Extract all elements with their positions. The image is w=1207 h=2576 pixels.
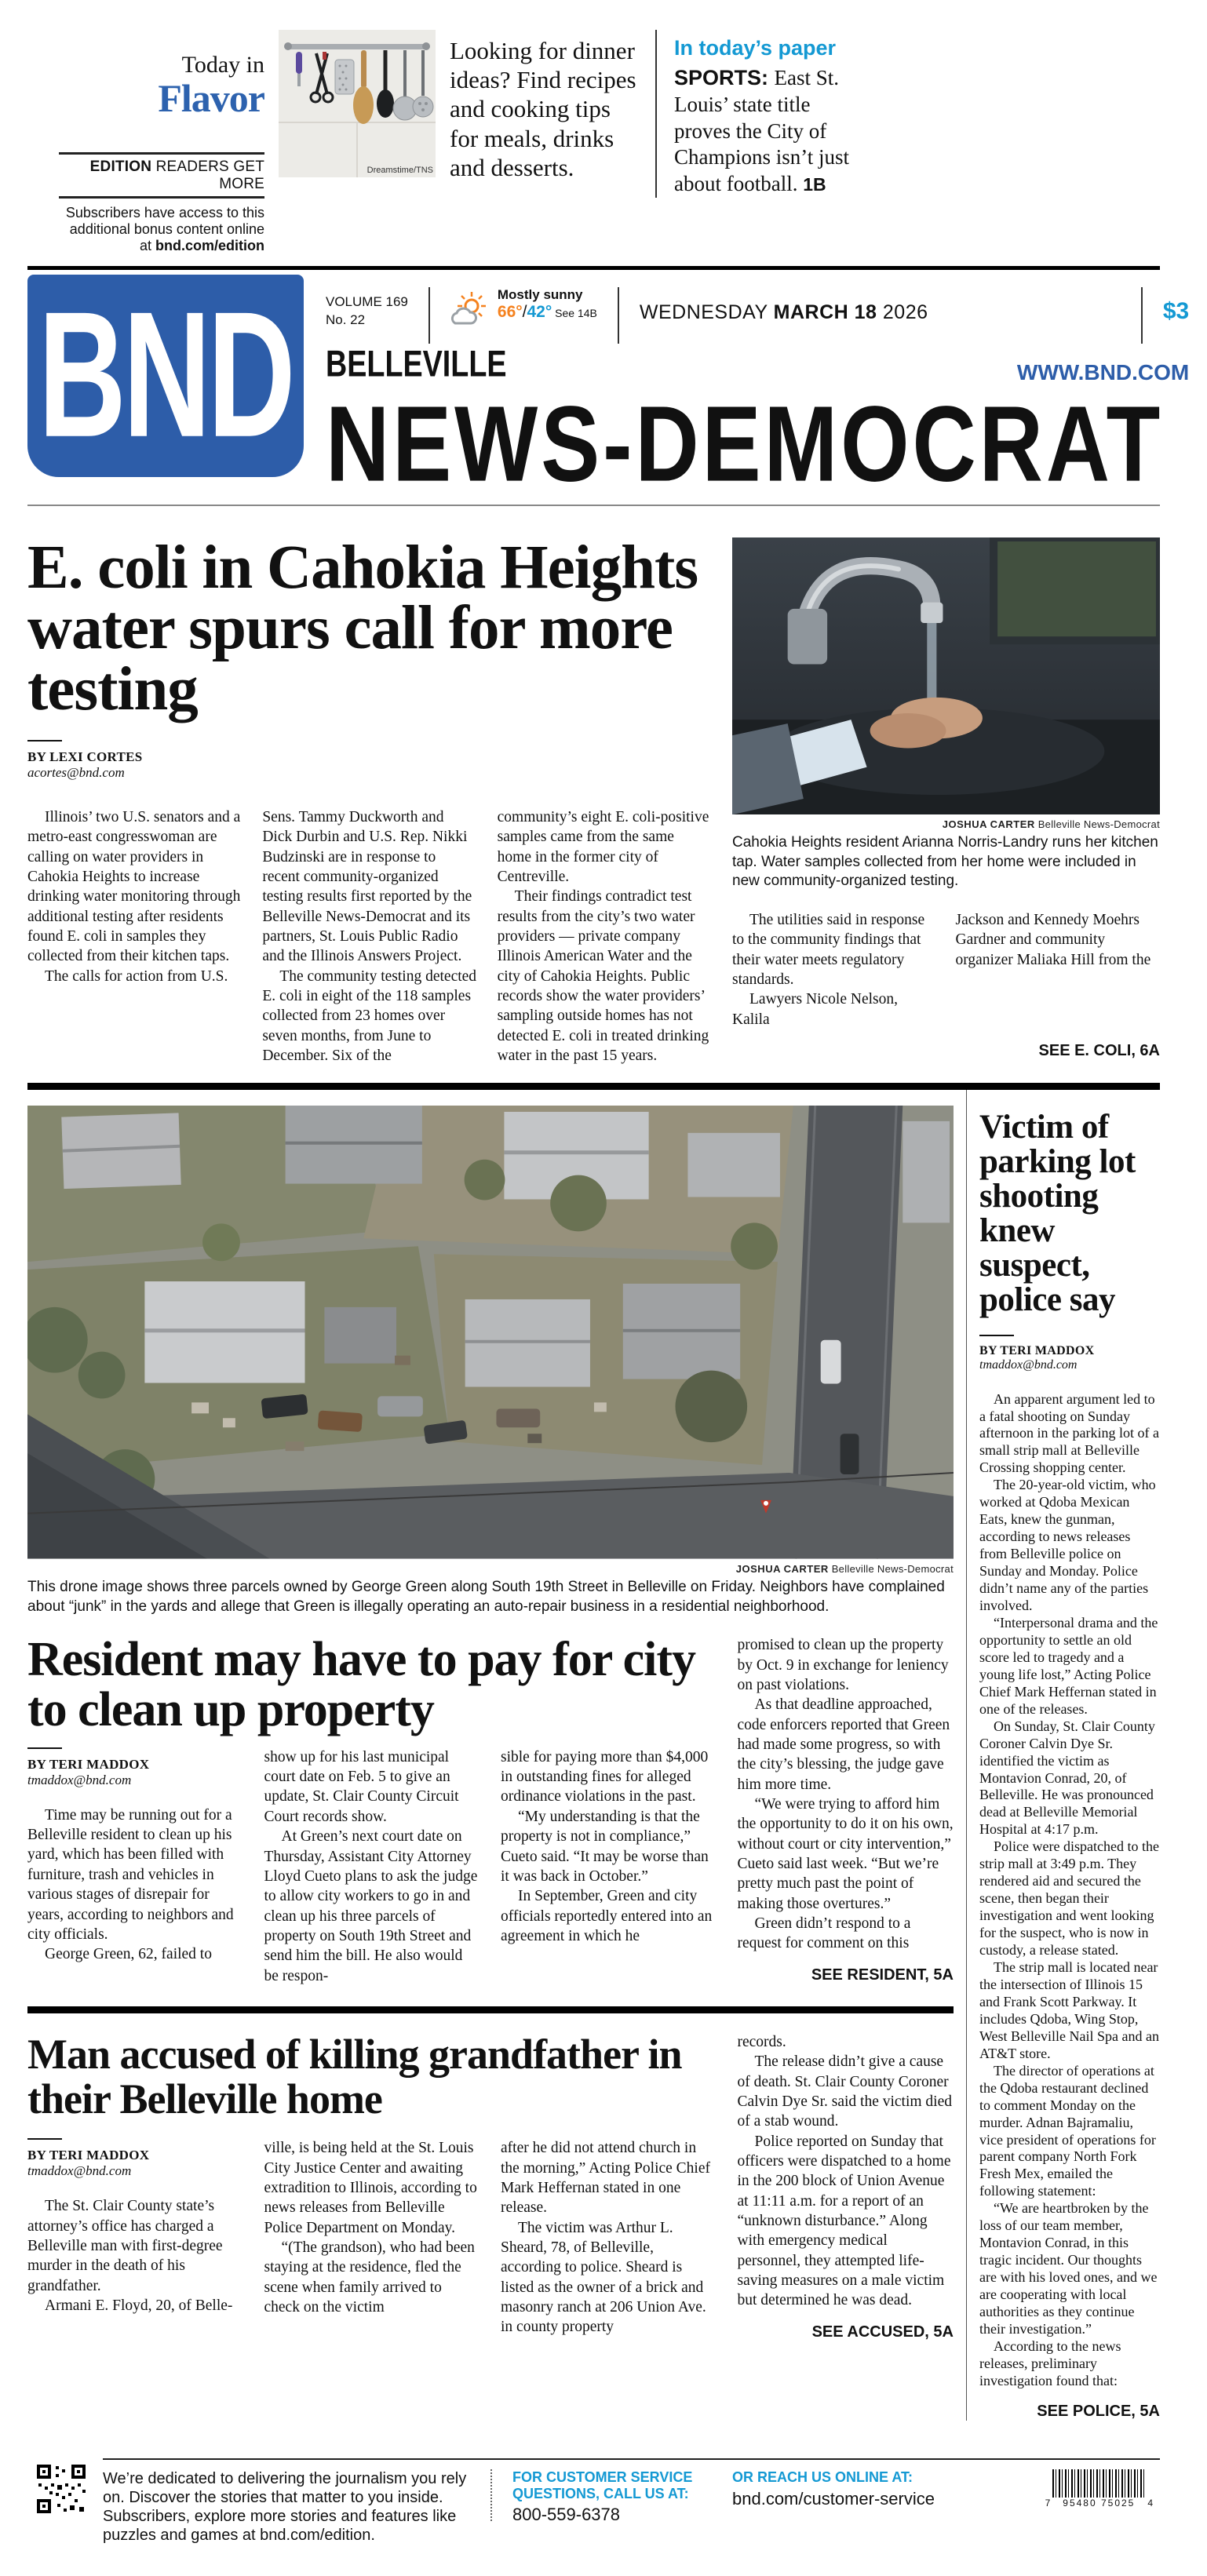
accused-col4: records. The release didn’t give a cause of death. St. Clair County Coroner Calvin Dye Sr. said the victim died of a stab wound. Police reported on Sunday that officers were dispatched to a home in the 200 block of Union Avenue at 11:11 a.m. for a report of an “unknown disturbance.” Along with emergency medical personnel, they attempted life-saving measures on a male victim but determined he was dead. SEE ACCUSED, 5A (737, 2033, 954, 2341)
drone-photo (27, 1106, 954, 1559)
resident-jump-line: SEE RESIDENT, 5A (811, 1966, 954, 1984)
ecoli-col3: community’s eight E. coli-positive samples came from the same home in the former city of Centreville. Their findings contradict test results from the city’s two water providers — private company Illinois American Water and the city of Cahokia Heights. Public records show the water providers’ sampling outside homes has not detected E. coli in treated drinking water in the past 15 years. (497, 808, 709, 1065)
online-block: OR REACH US ONLINE AT: bnd.com/customer-service (732, 2469, 960, 2509)
divider (1141, 287, 1143, 344)
in-todays-paper-label: In today’s paper (674, 36, 837, 60)
masthead-date: WEDNESDAY MARCH 18 2026 (639, 301, 928, 323)
in-todays-paper (655, 30, 867, 198)
ecoli-col1: Illinois’ two U.S. senators and a metro-east congresswoman are calling on water providers in Cahokia Heights to increase drinking water monitoring through additional testing after residents found E. coli in samples they collected from their kitchen taps. The calls for action from U.S. (27, 808, 241, 985)
bnd-logo: BND (27, 275, 304, 477)
divider (428, 287, 430, 344)
lead-story-ecoli (27, 533, 1160, 1066)
dinner-promo-text: Looking for dinner ideas? Find recipes and cooking tips for meals, drinks and desserts. (450, 37, 636, 181)
masthead-name: NEWS-DEMOCRAT (326, 383, 1164, 504)
ecoli-photo-credit: JOSHUA CARTER Belleville News-Democrat (942, 818, 1160, 830)
accused-col3: after he did not attend church in the morning,” Acting Police Chief Mark Heffernan stated in one release. The victim was Arthur L. Sheard, 78, of Belleville, according to police. Sheard is listed as the owner of a brick and masonry ranch at 206 Union Ave. in county property (501, 2140, 710, 2336)
newspaper-front-page (27, 0, 1190, 2576)
accused-jump-line: SEE ACCUSED, 5A (811, 2323, 954, 2341)
utensils-photo-art (279, 30, 436, 177)
edition-label: EDITION READERS GET MORE (59, 152, 264, 199)
resident-headline: Resident may have to pay for city to clean up property (27, 1633, 695, 1736)
ecoli-headline: E. coli in Cahokia Heights water spurs call for more testing (27, 533, 698, 723)
weather-summary (450, 287, 597, 328)
byline-rule (27, 1747, 62, 1749)
barcode: 7 95480 75025 4 (1043, 2469, 1160, 2509)
section-divider-bar (27, 1083, 1160, 1090)
victim-jump-line: SEE POLICE, 5A (1037, 2402, 1160, 2420)
drone-photo-art (27, 1106, 954, 1559)
victim-headline: Victim of parking lot shooting knew suspect, police say (979, 1109, 1136, 1318)
accused-col2: ville, is being held at the St. Louis City Justice Center and awaiting extradition to Illinois, according to news releases from Belleville Police Department on Monday. “(The grandson), who had been staying at the residence, fled the scene when family arrived to check on the victim (264, 2140, 477, 2316)
promo-flavor-title: Flavor (158, 76, 264, 120)
story-accused (27, 2032, 954, 2341)
price: $3 (1162, 297, 1190, 324)
resident-byline: BY TERI MADDOX tmaddox@bnd.com (27, 1747, 244, 1788)
utensils-photo-credit: Dreamstime/TNS (366, 166, 433, 175)
ecoli-col5: Jackson and Kennedy Moehrs Gardner and community organizer Maliaka Hill from the (955, 912, 1151, 968)
ecoli-photo-caption: Cahokia Heights resident Arianna Norris-Landry runs her kitchen tap. Water samples collected from her home were included in new community-organized testing. (732, 833, 1158, 890)
ecoli-col4: The utilities said in response to the community findings that their water meets regulatory standards. Lawyers Nicole Nelson, Kalila (732, 912, 925, 1028)
story-victim (966, 1090, 1160, 2420)
masthead-website: WWW.BND.COM (1016, 359, 1190, 384)
resident-col2: show up for his last municipal court date on Feb. 5 to give an update, St. Clair County Circuit Court records show. At Green’s next court date on Thursday, Assistant City Attorney Lloyd Cueto plans to ask the judge to allow city workers to go in and clean up his three parcels of property on South 19th Street and send him the bill. He also would be respon- (264, 1748, 478, 1984)
top-promo-strip (27, 30, 1160, 266)
ecoli-jump-line: SEE E. COLI, 6A (1038, 1042, 1160, 1060)
byline-rule (27, 740, 62, 741)
volume-number: VOLUME 169 No. 22 (326, 293, 408, 327)
resident-col3: sible for paying more than $4,000 in outstanding fines for alleged ordinance violations in the past. “My understanding is that the property is not in compliance,” Cueto said. “It may be worse than it was back in October.” In September, Green and city officials reportedly entered into an agreement in which he (501, 1748, 713, 1944)
accused-headline: Man accused of killing grandfather in their Belleville home (27, 2030, 682, 2123)
weather-temps: 66°/42° See 14B (497, 302, 597, 321)
accused-byline: BY TERI MADDOX tmaddox@bnd.com (27, 2138, 244, 2179)
barcode-stripes (1052, 2469, 1145, 2498)
utensils-photo (279, 30, 436, 177)
drone-photo-credit: JOSHUA CARTER Belleville News-Democrat (735, 1562, 954, 1575)
flavor-promo (59, 30, 264, 255)
edition-subtext: Subscribers have access to this additional bonus content online at bnd.com/edition (65, 205, 264, 254)
sun-cloud-icon (450, 290, 490, 328)
kitchen-tap-photo-art (732, 537, 1160, 814)
kitchen-tap-photo (732, 537, 1160, 814)
story-resident (27, 1635, 954, 1986)
section-divider-bar (27, 2006, 954, 2013)
resident-col1: Time may be running out for a Belleville resident to clean up his yard, which has been filled with furniture, trash and vehicles in various stages of disrepair for years, according to neighbors and city officials. George Green, 62, failed to (27, 1806, 234, 1963)
accused-col1: The St. Clair County state’s attorney’s office has charged a Belleville man with first-degree murder in the death of his grandfather. Armani E. Floyd, 20, of Belle- (27, 2198, 233, 2315)
qr-code (35, 2463, 87, 2519)
footer-message: We’re dedicated to delivering the journalism you rely on. Discover the stories that matter to you inside. Subscribers, explore more stories and features like puzzles and games at bnd.com/edition. (103, 2469, 467, 2544)
sports-teaser: SPORTS: East St. Louis’ state title proves the City of Champions isn’t just about football. 1B (674, 66, 850, 195)
edition-promo (59, 152, 264, 255)
byline-rule (27, 2138, 62, 2140)
byline-rule (979, 1335, 1014, 1336)
weather-label: Mostly sunny (497, 286, 583, 302)
divider (490, 2469, 492, 2521)
drone-photo-caption: This drone image shows three parcels owned by George Green along South 19th Street in Belleville on Friday. Neighbors have complained about “junk” in the yards and allege that Green is illegally operating an auto-repair business in a residential neighborhood. (27, 1578, 945, 1615)
divider (618, 287, 619, 344)
masthead-info-row (326, 275, 1189, 347)
victim-body: An apparent argument led to a fatal shooting on Sunday afternoon in the parking lot of a small strip mall at Belleville Crossing shopping center. The 20-year-old victim, who worked at Qdoba Mexican Eats, knew the gunman, according to news releases from Belleville police on Sunday and Monday. Police didn’t name any of the parties involved. “Interpersonal drama and the opportunity to settle an old score led to tragedy and a young life lost,” Acting Police Chief Mark Heffernan stated in one of the releases. On Sunday, St. Clair County Coroner Calvin Dye Sr. identified the victim as Montavion Conrad, 20, of Belleville. He was pronounced dead at Belleville Memorial Hospital at 4:17 p.m. Police were dispatched to the strip mall at 3:49 p.m. They rendered aid and secured the scene, then began their investigation and went looking for the suspect, who is now in custody, a release stated. The strip mall is located near the intersection of Illinois 15 and Frank Scott Parkway. It includes Qdoba, Wing Stop, West Belleville Nail Spa and an AT&T store. The director of operations at the Qdoba restaurant declined to comment Monday on the murder. Adnan Bajramaliu, vice president of operations for parent company North Fork Fresh Mex, emailed the following statement: “We are heartbroken by the loss of our team member, Montavion Conrad, in this tragic incident. Our thoughts are with his loved ones, and we are cooperating with local authorities as they continue their investigation.” According to the news releases, preliminary investigation found that: (979, 1390, 1159, 2388)
footer (27, 2458, 1160, 2545)
masthead-bottom-rule (27, 505, 1160, 506)
customer-service-phone: 800-559-6378 (512, 2505, 621, 2525)
resident-col4: promised to clean up the property by Oct. 9 in exchange for leniency on past violations. As that deadline approached, code enforcers reported that Green had made some progress, so with the city’s blessing, the judge gave him more time. “We were trying to afford him the opportunity to do it on his own, without court or city intervention,” Cueto said last week. “But we’re pretty much past the point of making those overtures.” Green didn’t respond to a request for comment on this SEE RESIDENT, 5A (737, 1637, 954, 1984)
masthead-city: BELLEVILLE (326, 342, 507, 384)
victim-byline: BY TERI MADDOX tmaddox@bnd.com (979, 1335, 1160, 1372)
customer-service-url: bnd.com/customer-service (732, 2488, 935, 2509)
ecoli-col2: Sens. Tammy Duckworth and Dick Durbin and U.S. Rep. Nikki Budzinski are in response to recent community-organized testing results first reported by the Belleville News-Democrat and its partners, St. Louis Public Radio and the Illinois Answers Project. The community testing detected E. coli in eight of the 118 samples collected from 23 homes over seven months, from June to December. Six of the (262, 808, 477, 1065)
promo-today-label: Today in (181, 52, 264, 78)
masthead (27, 270, 1190, 504)
ecoli-byline: BY LEXI CORTES acortes@bnd.com (27, 740, 712, 781)
customer-service-block: FOR CUSTOMER SERVICE QUESTIONS, CALL US AT: 800-559-6378 (512, 2469, 709, 2525)
